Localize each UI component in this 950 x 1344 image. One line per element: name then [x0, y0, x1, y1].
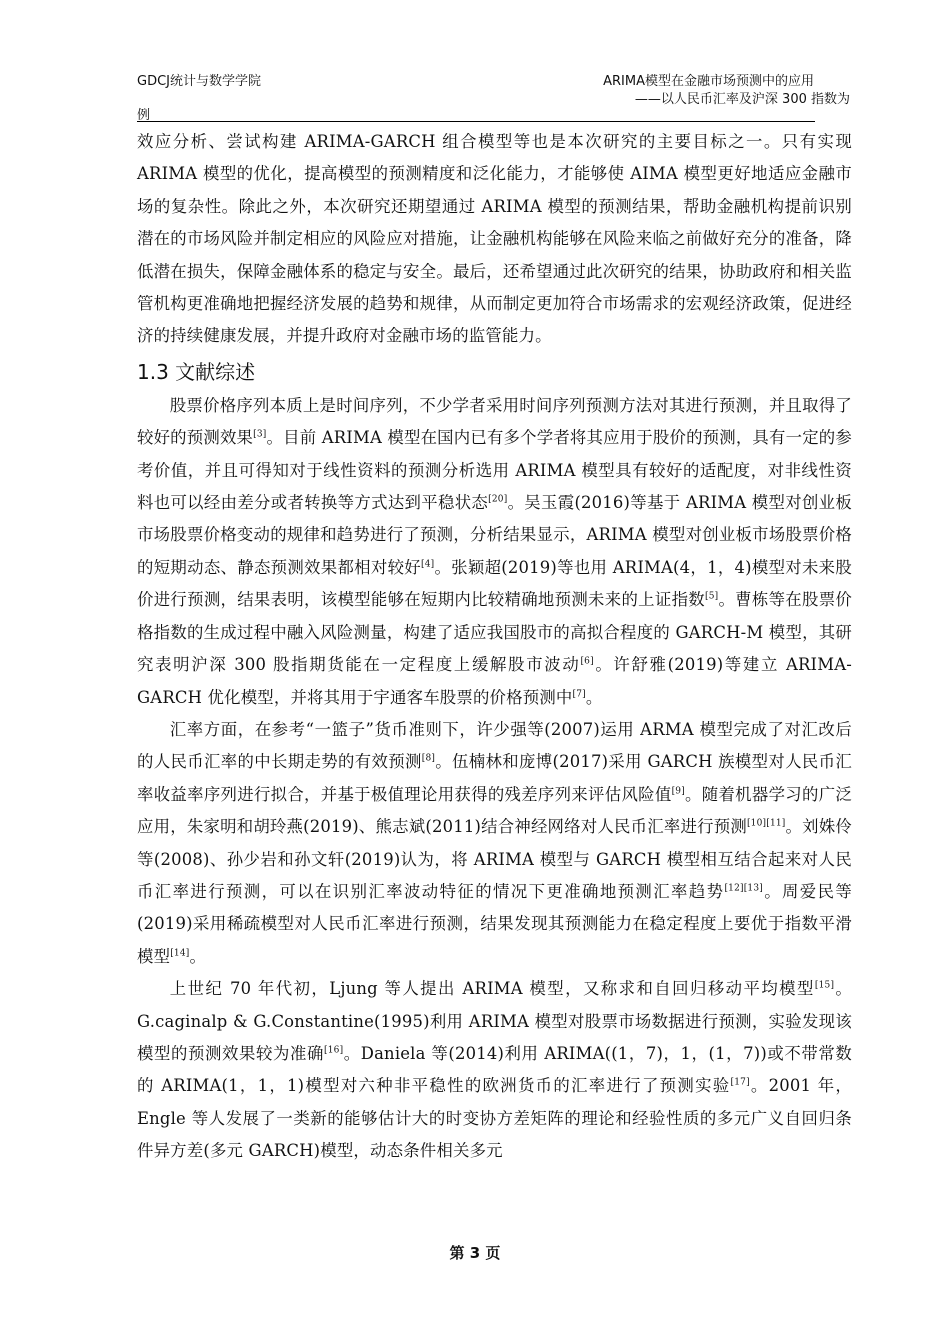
section-heading: 1.3 文献综述 — [137, 359, 256, 384]
citation: [17] — [730, 1077, 750, 1088]
citation: [3] — [253, 429, 267, 440]
text-run: 股票价格序列本质上是时间序列，不少学者采用时间序列预测方法对其进行预测，并且取得了较好的预测效果 — [137, 395, 852, 448]
text-run: 。张颖超(2019)等也用 ARIMA(4，1，4)模型对未来股价进行预测，结果表明，该模型能够在短期内比较精确地预测未来的上证指数 — [137, 557, 852, 610]
text-run: 。 — [585, 687, 603, 707]
text-run: 上世纪 70 年代初，Ljung 等人提出 ARIMA 模型，又称求和自回归移动平均模型 — [169, 979, 815, 999]
text-run: 汇率方面，在参考“一篮子”货币准则下，许少强等(2007)运用 ARMA 模型完成了对汇改后的人民币汇率的中长期走势的有效预测 — [137, 719, 852, 772]
header-title-line1: ARIMA模型在金融市场预测中的应用 — [603, 74, 814, 89]
text-run: 。目前 ARIMA 模型在国内已有多个学者将其应用于股价的预测，具有一定的参考价值，并且可得知对于线性资料的预测分析选用 ARIMA 模型具有较好的适配度，对非线性资料也可以经由差分或者转换等方式达到平稳状态 — [137, 428, 852, 513]
citation: [10][11] — [746, 818, 786, 829]
citation: [9] — [671, 786, 685, 797]
page-content — [137, 126, 852, 1168]
text-run: 。2001 年，Engle 等人发展了一类新的能够估计大的时变协方差矩阵的理论和经验性质的多元广义自回归条件异方差(多元 GARCH)模型，动态条件相关多元 — [137, 1076, 853, 1161]
text-run: 。周爱民等(2019)采用稀疏模型对人民币汇率进行预测，结果发现其预测能力在稳定程度上要优于指数平滑模型 — [137, 881, 853, 966]
citation: [16] — [324, 1045, 344, 1056]
header-school: GDCJ统计与数学学院 — [137, 74, 261, 89]
text-run: 。刘姝伶等(2008)、孙少岩和孙文轩(2019)认为，将 ARIMA 模型与 GARCH 模型相互结合起来对人民币汇率进行预测，可以在识别汇率波动特征的情况下更准确地预测汇率趋势 — [137, 817, 852, 901]
paragraph-research-goals: 效应分析、尝试构建 ARIMA-GARCH 组合模型等也是本次研究的主要目标之一。只有实现 ARIMA 模型的优化，提高模型的预测精度和泛化能力，才能够使 AIMA 模型更好地适应金融市场的复杂性。除此之外，本次研究还期望通过 ARIMA 模型的预测结果，帮助金融机构提前识别潜在的市场风险并制定相应的风险应对措施，让金融机构能够在风险来临之前做好充分的准备，降低潜在损失，保障金融体系的稳定与安全。最后，还希望通过此次研究的结果，协助政府和相关监管机构更准确地把握经济发展的趋势和规律，从而制定更加符合市场需求的宏观经济政策，促进经济的持续健康发展，并提升政府对金融市场的监管能力。 — [137, 132, 852, 346]
citation: [7] — [572, 689, 586, 700]
text-run: 。G.caginalp & G.Constantine(1995)利用 ARIMA 模型对股票市场数据进行预测，实验发现该模型的预测效果较为准确 — [137, 979, 852, 1063]
citation: [4] — [421, 559, 435, 570]
citation: [6] — [580, 656, 594, 667]
citation: [8] — [421, 753, 436, 764]
paragraph-exchange-rate-literature — [137, 714, 852, 973]
header-title-continuation: 例 — [137, 108, 151, 123]
header-rule — [137, 121, 815, 122]
text-run: 。曹栋等在股票价格指数的生成过程中融入风险测量，构建了适应我国股市的高拟合程度的 GARCH-M 模型，其研究表明沪深 300 股指期货能在一定程度上缓解股市波动 — [137, 590, 852, 675]
text-run: 。Daniela 等(2014)利用 ARIMA((1，7)，1，(1，7))或不带常数的 ARIMA(1，1，1)模型对六种非平稳性的欧洲货币的汇率进行了预测实验 — [137, 1043, 852, 1096]
text-run: 。许舒雅(2019)等建立 ARIMA-GARCH 优化模型，并将其用于宇通客车股票的价格预测中 — [137, 655, 852, 707]
citation: [12][13] — [724, 883, 763, 894]
citation: [14] — [170, 948, 190, 959]
header-title-line2: ——以人民币汇率及沪深 300 指数为 — [634, 92, 850, 107]
citation: [15] — [814, 980, 835, 991]
page-number: 第 3 页 — [449, 1244, 501, 1262]
citation: [20] — [488, 494, 508, 505]
paragraph-stock-literature — [137, 390, 852, 714]
text-run: 。吴玉霞(2016)等基于 ARIMA 模型对创业板市场股票价格变动的规律和趋势进行了预测，分析结果显示，ARIMA 模型对创业板市场股票价格的短期动态、静态预测效果都相对较好 — [137, 493, 852, 577]
text-run: 。随着机器学习的广泛应用，朱家明和胡玲燕(2019)、熊志斌(2011)结合神经网络对人民币汇率进行预测 — [137, 784, 852, 837]
text-run: 。 — [189, 946, 207, 966]
paragraph-foreign-literature — [137, 973, 852, 1167]
citation: [5] — [704, 591, 719, 602]
text-run: 。伍楠林和庞博(2017)采用 GARCH 族模型对人民币汇率收益率序列进行拟合，并基于极值理论用获得的残差序列来评估风险值 — [137, 752, 852, 804]
